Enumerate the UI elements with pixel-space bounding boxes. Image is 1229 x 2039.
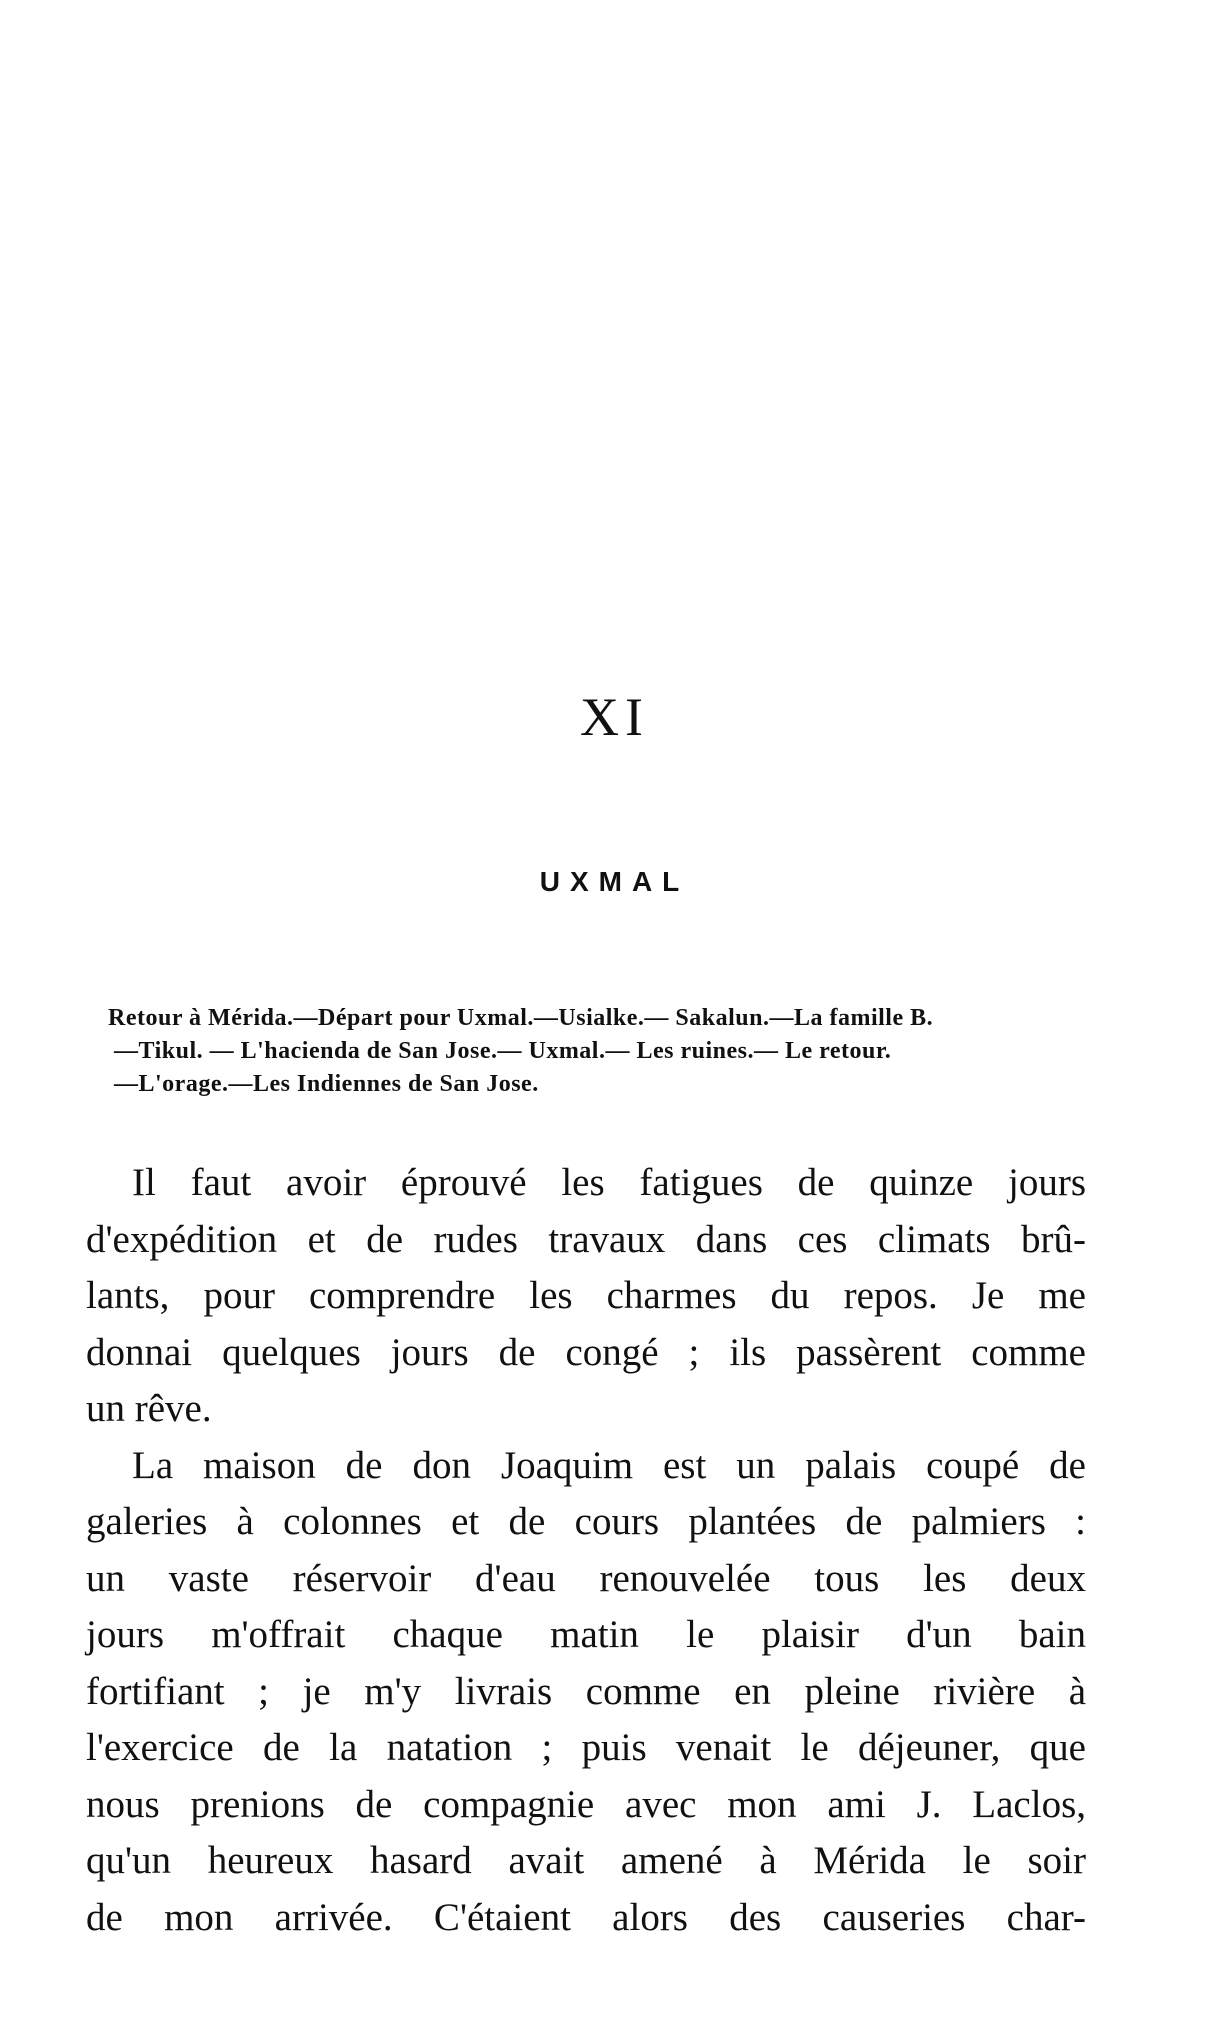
summary-line: —Tikul. — L'hacienda de San Jose.— Uxmal.— Les ruines.— Le retour. <box>114 1038 892 1064</box>
chapter-title: UXMAL <box>539 866 690 897</box>
text-line: fortifiant ; je m'y livrais comme en pleine rivière à <box>86 1669 1086 1713</box>
body-text <box>86 1155 1086 1946</box>
text-line: qu'un heureux hasard avait amené à Mérida le soir <box>86 1839 1086 1882</box>
text-line: Il faut avoir éprouvé les fatigues de quinze jours <box>132 1161 1086 1204</box>
paragraph <box>86 1438 1086 1947</box>
summary-line: Retour à Mérida.—Départ pour Uxmal.—Usialke.— Sakalun.—La famille B. <box>108 1005 934 1031</box>
summary-line: —L'orage.—Les Indiennes de San Jose. <box>114 1071 539 1097</box>
text-line: donnai quelques jours de congé ; ils passèrent comme <box>86 1330 1086 1374</box>
paragraph <box>86 1155 1086 1438</box>
text-line: lants, pour comprendre les charmes du repos. Je me <box>86 1274 1086 1317</box>
text-line: nous prenions de compagnie avec mon ami J. Laclos, <box>86 1782 1086 1826</box>
text-line: de mon arrivée. C'étaient alors des causeries char- <box>86 1895 1086 1939</box>
text-line: un vaste réservoir d'eau renouvelée tous les deux <box>86 1556 1086 1600</box>
chapter-summary <box>108 1002 1123 1101</box>
text-line: La maison de don Joaquim est un palais coupé de <box>132 1443 1086 1487</box>
text-line: l'exercice de la natation ; puis venait le déjeuner, que <box>86 1726 1086 1769</box>
text-line: d'expédition et de rudes travaux dans ces climats brû- <box>86 1217 1086 1261</box>
text-line: galeries à colonnes et de cours plantées de palmiers : <box>86 1500 1086 1543</box>
chapter-number: XI <box>580 687 649 747</box>
text-line: un rêve. <box>86 1387 212 1430</box>
text-line: jours m'offrait chaque matin le plaisir d'un bain <box>86 1613 1086 1656</box>
